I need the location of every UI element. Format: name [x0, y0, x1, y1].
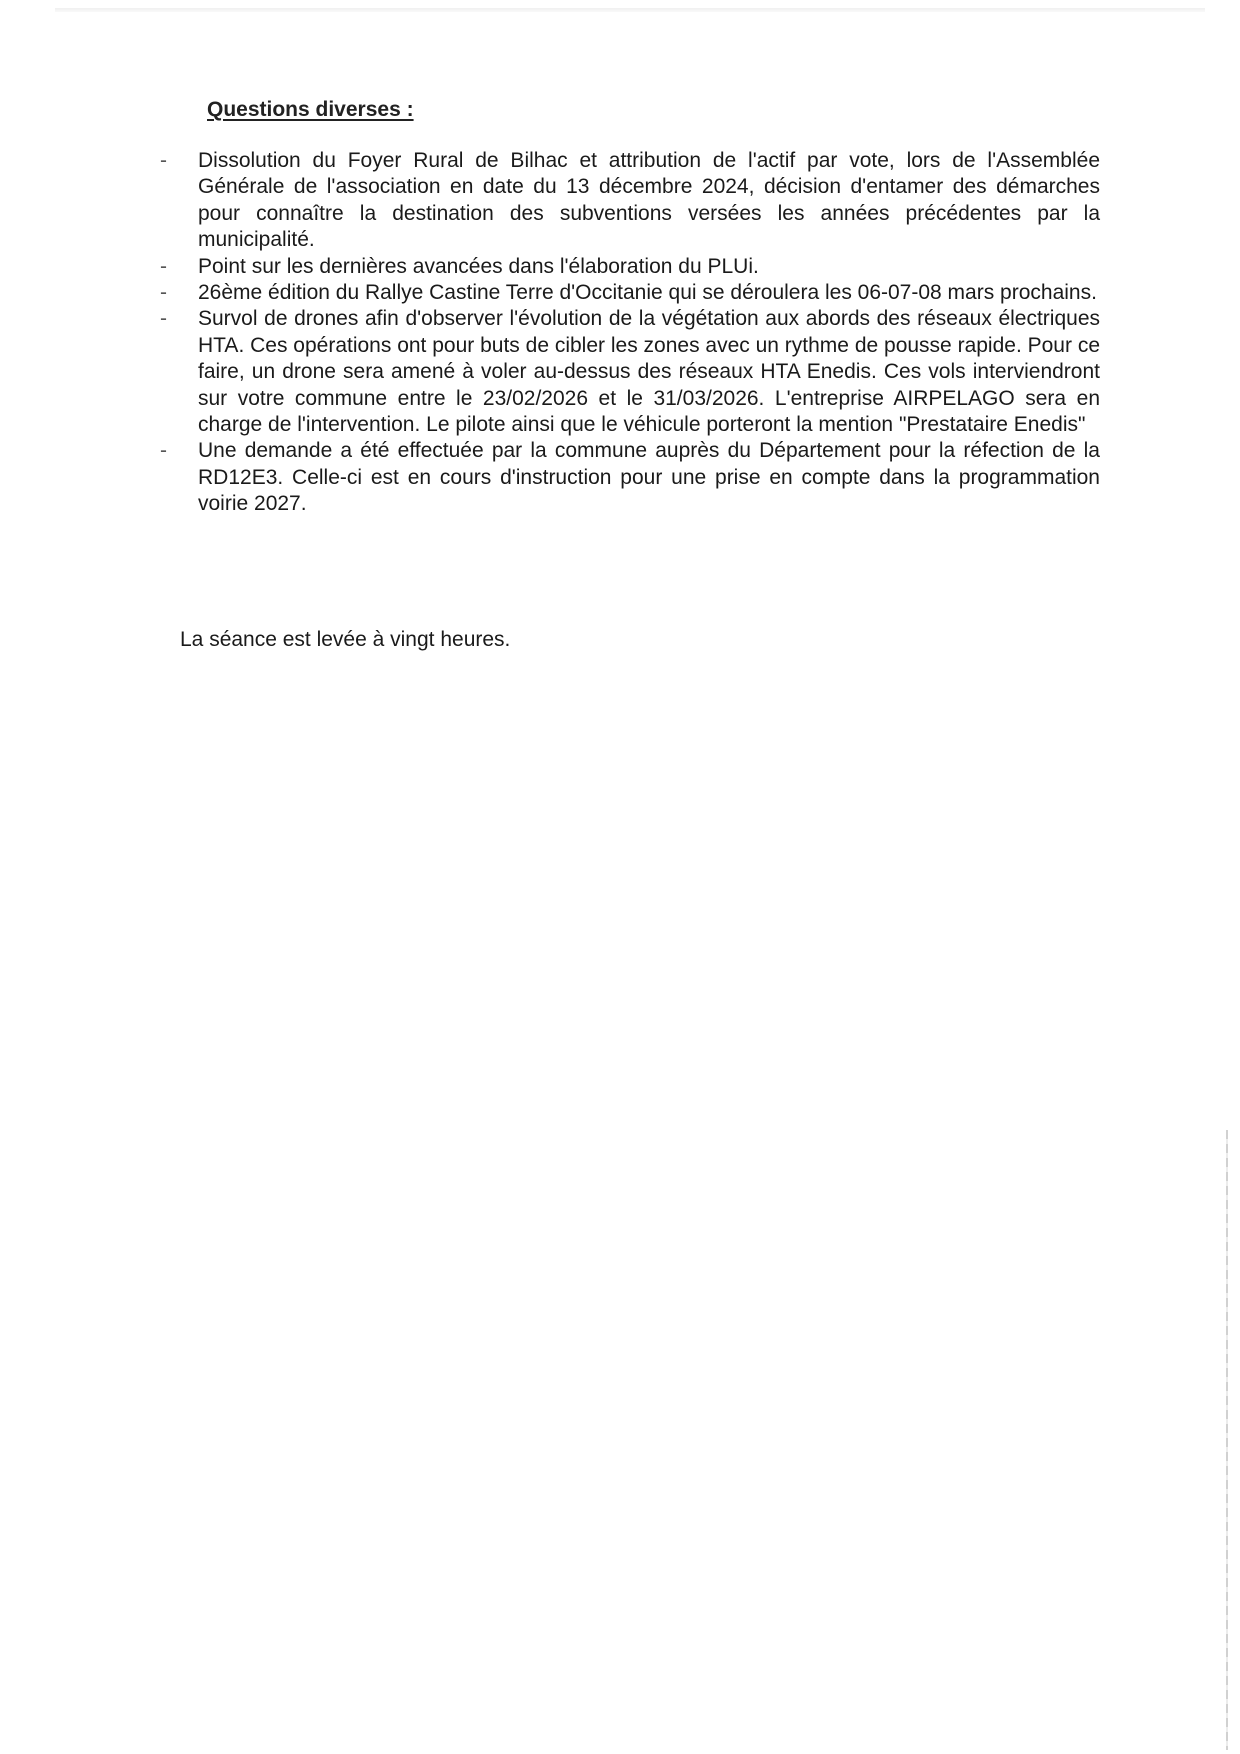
item-text-rallye: 26ème édition du Rallye Castine Terre d'Occitanie qui se déroulera les 06-07-08 mars prochains. — [198, 281, 1097, 305]
list-item — [160, 306, 1100, 438]
item-text-rd12e3: Une demande a été effectuée par la commune auprès du Département pour la réfection de la RD12E3. Celle-ci est en cours d'instruction pour une prise en compte dans la programmation voirie 2027. — [198, 439, 1100, 516]
list-item — [160, 148, 1100, 254]
scan-right-edge — [1226, 1130, 1228, 1750]
list-item — [160, 254, 1100, 280]
item-text-drones: Survol de drones afin d'observer l'évolution de la végétation aux abords des réseaux électriques HTA. Ces opérations ont pour buts de cibler les zones avec un rythme de pousse rapide. Pour ce faire, un drone sera amené à voler au-dessus des réseaux HTA Enedis. Ces vols interviendront sur votre commune entre le 23/02/2026 et le 31/03/2026. L'entreprise AIRPELAGO sera en charge de l'intervention. Le pilote ainsi que le véhicule porteront la mention "Prestataire Enedis" — [198, 307, 1100, 437]
bullet-dash: - — [160, 254, 167, 278]
closing-statement: La séance est levée à vingt heures. — [180, 628, 511, 651]
list-item — [160, 438, 1100, 517]
item-text-foyer-rural: Dissolution du Foyer Rural de Bilhac et attribution de l'actif par vote, lors de l'Assemblée Générale de l'association en date du 13 décembre 2024, décision d'entamer des démarches pour connaître la destination des subventions versées les années précédentes par la municipalité. — [198, 149, 1100, 252]
item-text-plui: Point sur les dernières avancées dans l'élaboration du PLUi. — [198, 254, 759, 278]
bullet-dash: - — [160, 439, 167, 463]
scan-top-edge — [55, 8, 1205, 12]
bullet-dash: - — [160, 149, 167, 172]
section-title: Questions diverses : — [207, 98, 414, 121]
bullet-dash: - — [160, 307, 167, 331]
list-item — [160, 280, 1100, 306]
bullet-dash: - — [160, 281, 167, 305]
questions-list — [160, 148, 1100, 518]
